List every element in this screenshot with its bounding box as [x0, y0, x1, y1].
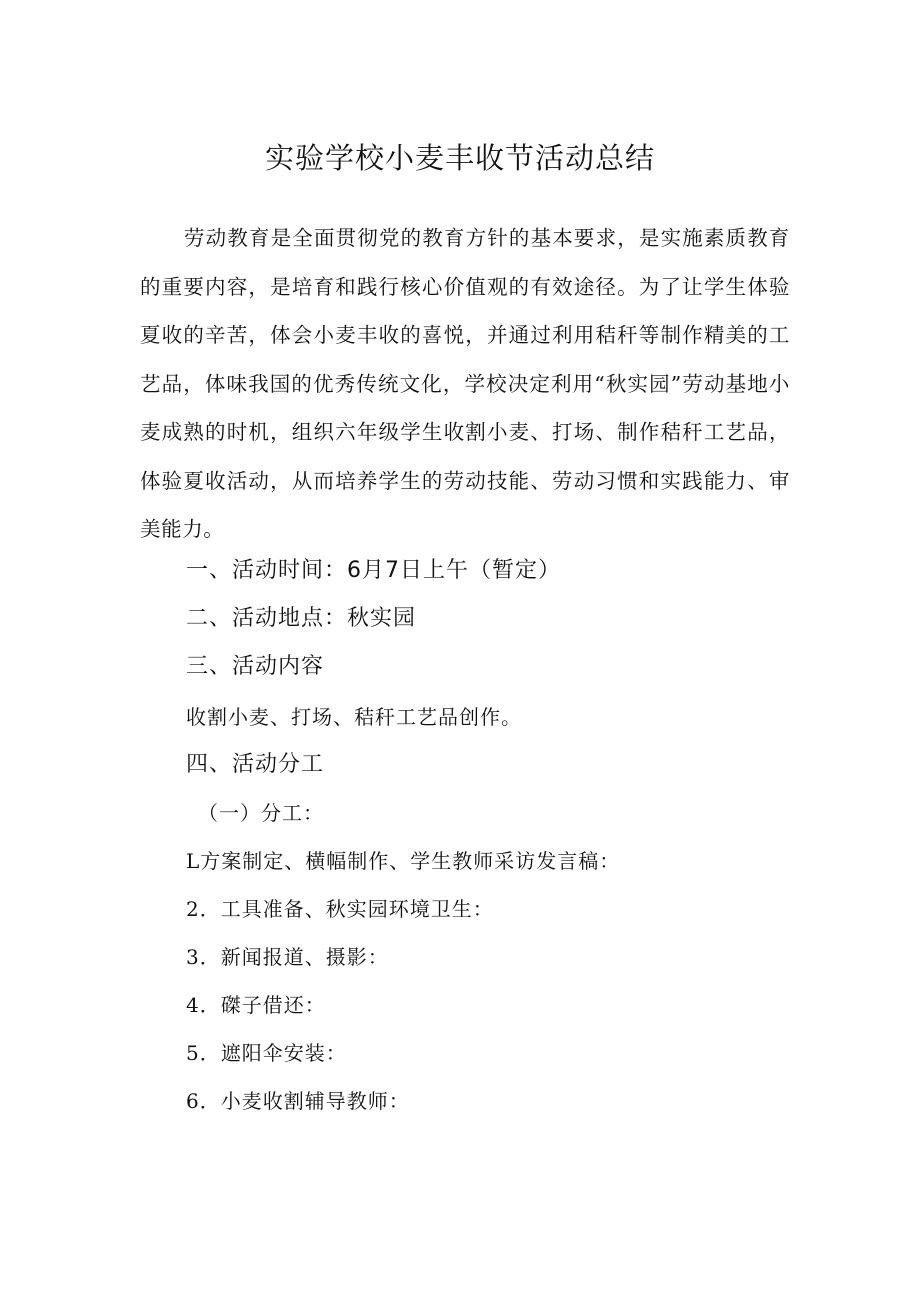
division-item-1: L方案制定、横幅制作、学生教师采访发言稿：: [186, 849, 621, 873]
document-title: 实验学校小麦丰收节活动总结: [264, 141, 655, 175]
section-place-heading: 二、活动地点：秋实园: [186, 606, 417, 631]
division-subheading: （一）分工：: [198, 801, 324, 825]
division-item-3: 3．新闻报道、摄影：: [186, 945, 389, 969]
intro-paragraph: 劳动教育是全面贯彻党的教育方针的基本要求，是实施素质教育的重要内容，是培育和践行核心价值观的有效途径。为了让学生体验夏收的辛苦，体会小麦丰收的喜悦，并通过利用秸秆等制作精美的工艺品，体味我国的优秀传统文化，学校决定利用“秋实园”劳动基地小麦成熟的时机，组织六年级学生收割小麦、打场、制作秸秆工艺品，体验夏收活动，从而培养学生的劳动技能、劳动习惯和实践能力、审美能力。: [140, 226, 790, 541]
division-item-6: 6．小麦收割辅导教师：: [186, 1089, 410, 1113]
section-division-heading: 四、活动分工: [186, 752, 325, 777]
division-item-5: 5．遮阳伞安装：: [186, 1041, 347, 1065]
section-content-text: 收割小麦、打场、秸秆工艺品创作。: [186, 705, 522, 729]
division-item-4: 4．磔子借还：: [186, 993, 326, 1017]
section-content-heading: 三、活动内容: [186, 654, 325, 679]
section-time-heading: 一、活动时间：6月7日上午（暂定）: [186, 558, 561, 583]
division-item-2: 2．工具准备、秋实园环境卫生：: [186, 897, 494, 921]
